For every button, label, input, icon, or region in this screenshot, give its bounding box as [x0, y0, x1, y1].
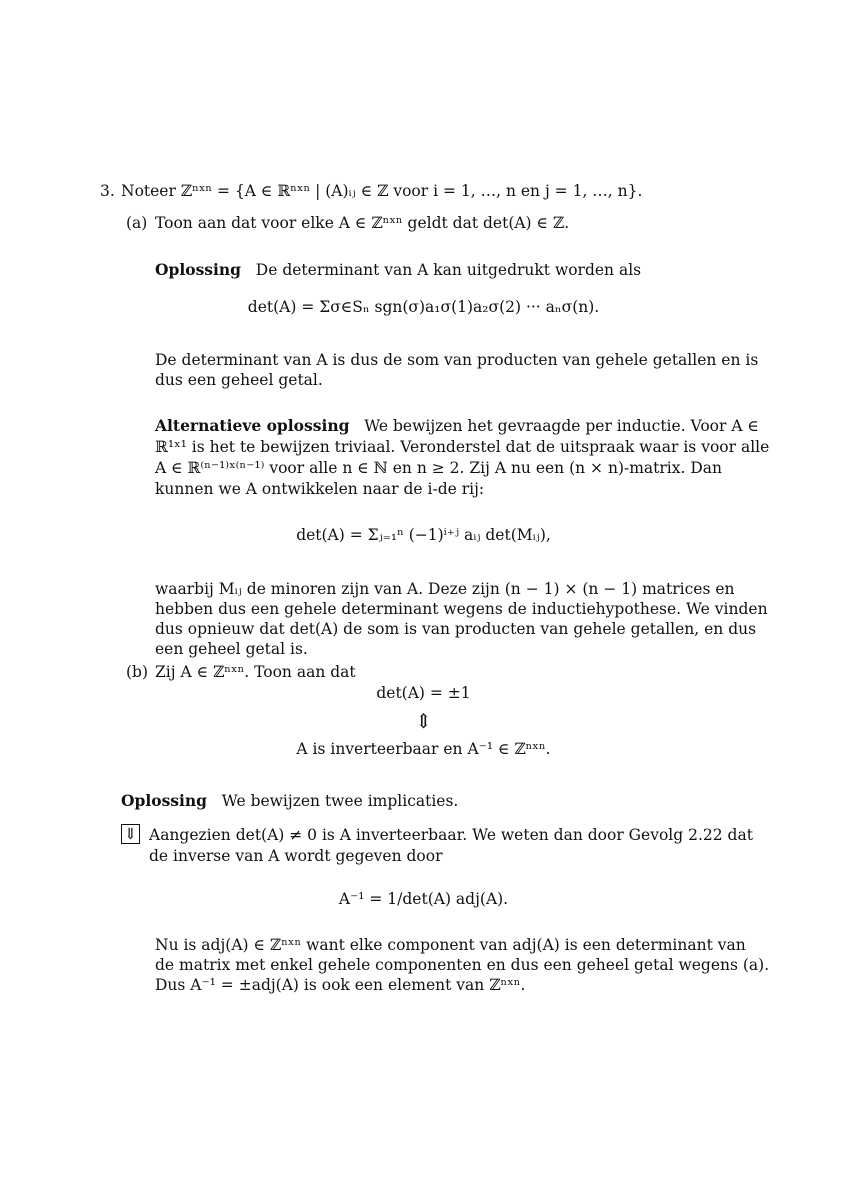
solution-3-heading: Oplossing: [121, 791, 208, 810]
solution-intro: De determinant van A kan uitgedrukt worden als: [255, 261, 642, 279]
alt-solution-heading: Alternatieve oplossing: [155, 416, 350, 435]
alt-solution-text-1: We bewijzen het gevraagde per inductie. Voor A ∈: [364, 417, 759, 435]
solution-3-line-2: de inverse van A wordt gegeven door: [149, 847, 443, 865]
alt-solution-line-7: dus opnieuw dat det(A) de som is van producten van gehele getallen, en dus: [155, 620, 757, 638]
solution-3-line-5: Dus A⁻¹ = ±adj(A) is ook een element van ℤⁿˣⁿ.: [155, 976, 526, 994]
item-number: 3.: [100, 182, 115, 200]
determinant-formula: det(A) = Σσ∈Sₙ sgn(σ)a₁σ(1)a₂σ(2) ··· aₙσ(n).: [247, 298, 600, 316]
alt-solution-line-3: A ∈ ℝ⁽ⁿ⁻¹⁾ˣ⁽ⁿ⁻¹⁾ voor alle n ∈ ℕ en n ≥ 2. Zij A nu een (n × n)-matrix. Dan: [155, 459, 723, 477]
solution-3-line-4: de matrix met enkel gehele componenten en dus een geheel getal wegens (a).: [155, 956, 770, 974]
part-a-label: (a): [126, 214, 148, 232]
inverse-formula: A⁻¹ = 1/det(A) adj(A).: [338, 890, 509, 908]
solution-1-conclusion-2: dus een geheel getal.: [155, 371, 323, 389]
alt-solution-line-2: ℝ¹ˣ¹ is het te bewijzen triviaal. Veronderstel dat de uitspraak waar is voor alle: [155, 438, 770, 456]
equivalence-arrow-icon: ⇕: [415, 709, 432, 733]
solution-3-intro: We bewijzen twee implicaties.: [221, 792, 459, 810]
implication-down: [121, 824, 140, 844]
solution-1-conclusion-1: De determinant van A is dus de som van producten van gehele getallen en is: [155, 351, 759, 369]
part-a-statement: Toon aan dat voor elke A ∈ ℤⁿˣⁿ geldt dat det(A) ∈ ℤ.: [155, 214, 570, 232]
alt-solution-line-8: een geheel getal is.: [155, 640, 308, 658]
item-statement: Noteer ℤⁿˣⁿ = {A ∈ ℝⁿˣⁿ | (A)ᵢⱼ ∈ ℤ voor i = 1, …, n en j = 1, …, n}.: [121, 182, 643, 200]
solution-heading: Oplossing: [155, 260, 242, 279]
solution-3-line-3: Nu is adj(A) ∈ ℤⁿˣⁿ want elke component van adj(A) is een determinant van: [155, 936, 746, 954]
solution-3-line-1: Aangezien det(A) ≠ 0 is A inverteerbaar. We weten dan door Gevolg 2.22 dat: [149, 826, 753, 844]
solution-3: [121, 791, 458, 811]
alt-solution-line-6: hebben dus een gehele determinant wegens de inductiehypothese. We vinden: [155, 600, 768, 618]
cofactor-expansion-formula: det(A) = Σⱼ₌₁ⁿ (−1)ⁱ⁺ʲ aᵢⱼ det(Mᵢⱼ),: [296, 526, 551, 544]
part-b-statement: Zij A ∈ ℤⁿˣⁿ. Toon aan dat: [155, 663, 356, 681]
solution-1: [155, 260, 641, 280]
alt-solution-line-5: waarbij Mᵢⱼ de minoren zijn van A. Deze zijn (n − 1) × (n − 1) matrices en: [155, 580, 735, 598]
alt-solution-line-4: kunnen we A ontwikkelen naar de i-de rij:: [155, 480, 485, 498]
equivalence-bottom: A is inverteerbaar en A⁻¹ ∈ ℤⁿˣⁿ.: [296, 740, 551, 758]
part-b-label: (b): [126, 663, 149, 681]
down-arrow-icon: ⇓: [121, 824, 140, 844]
equivalence-top: det(A) = ±1: [376, 684, 471, 702]
alt-solution-line-1: [155, 416, 759, 436]
